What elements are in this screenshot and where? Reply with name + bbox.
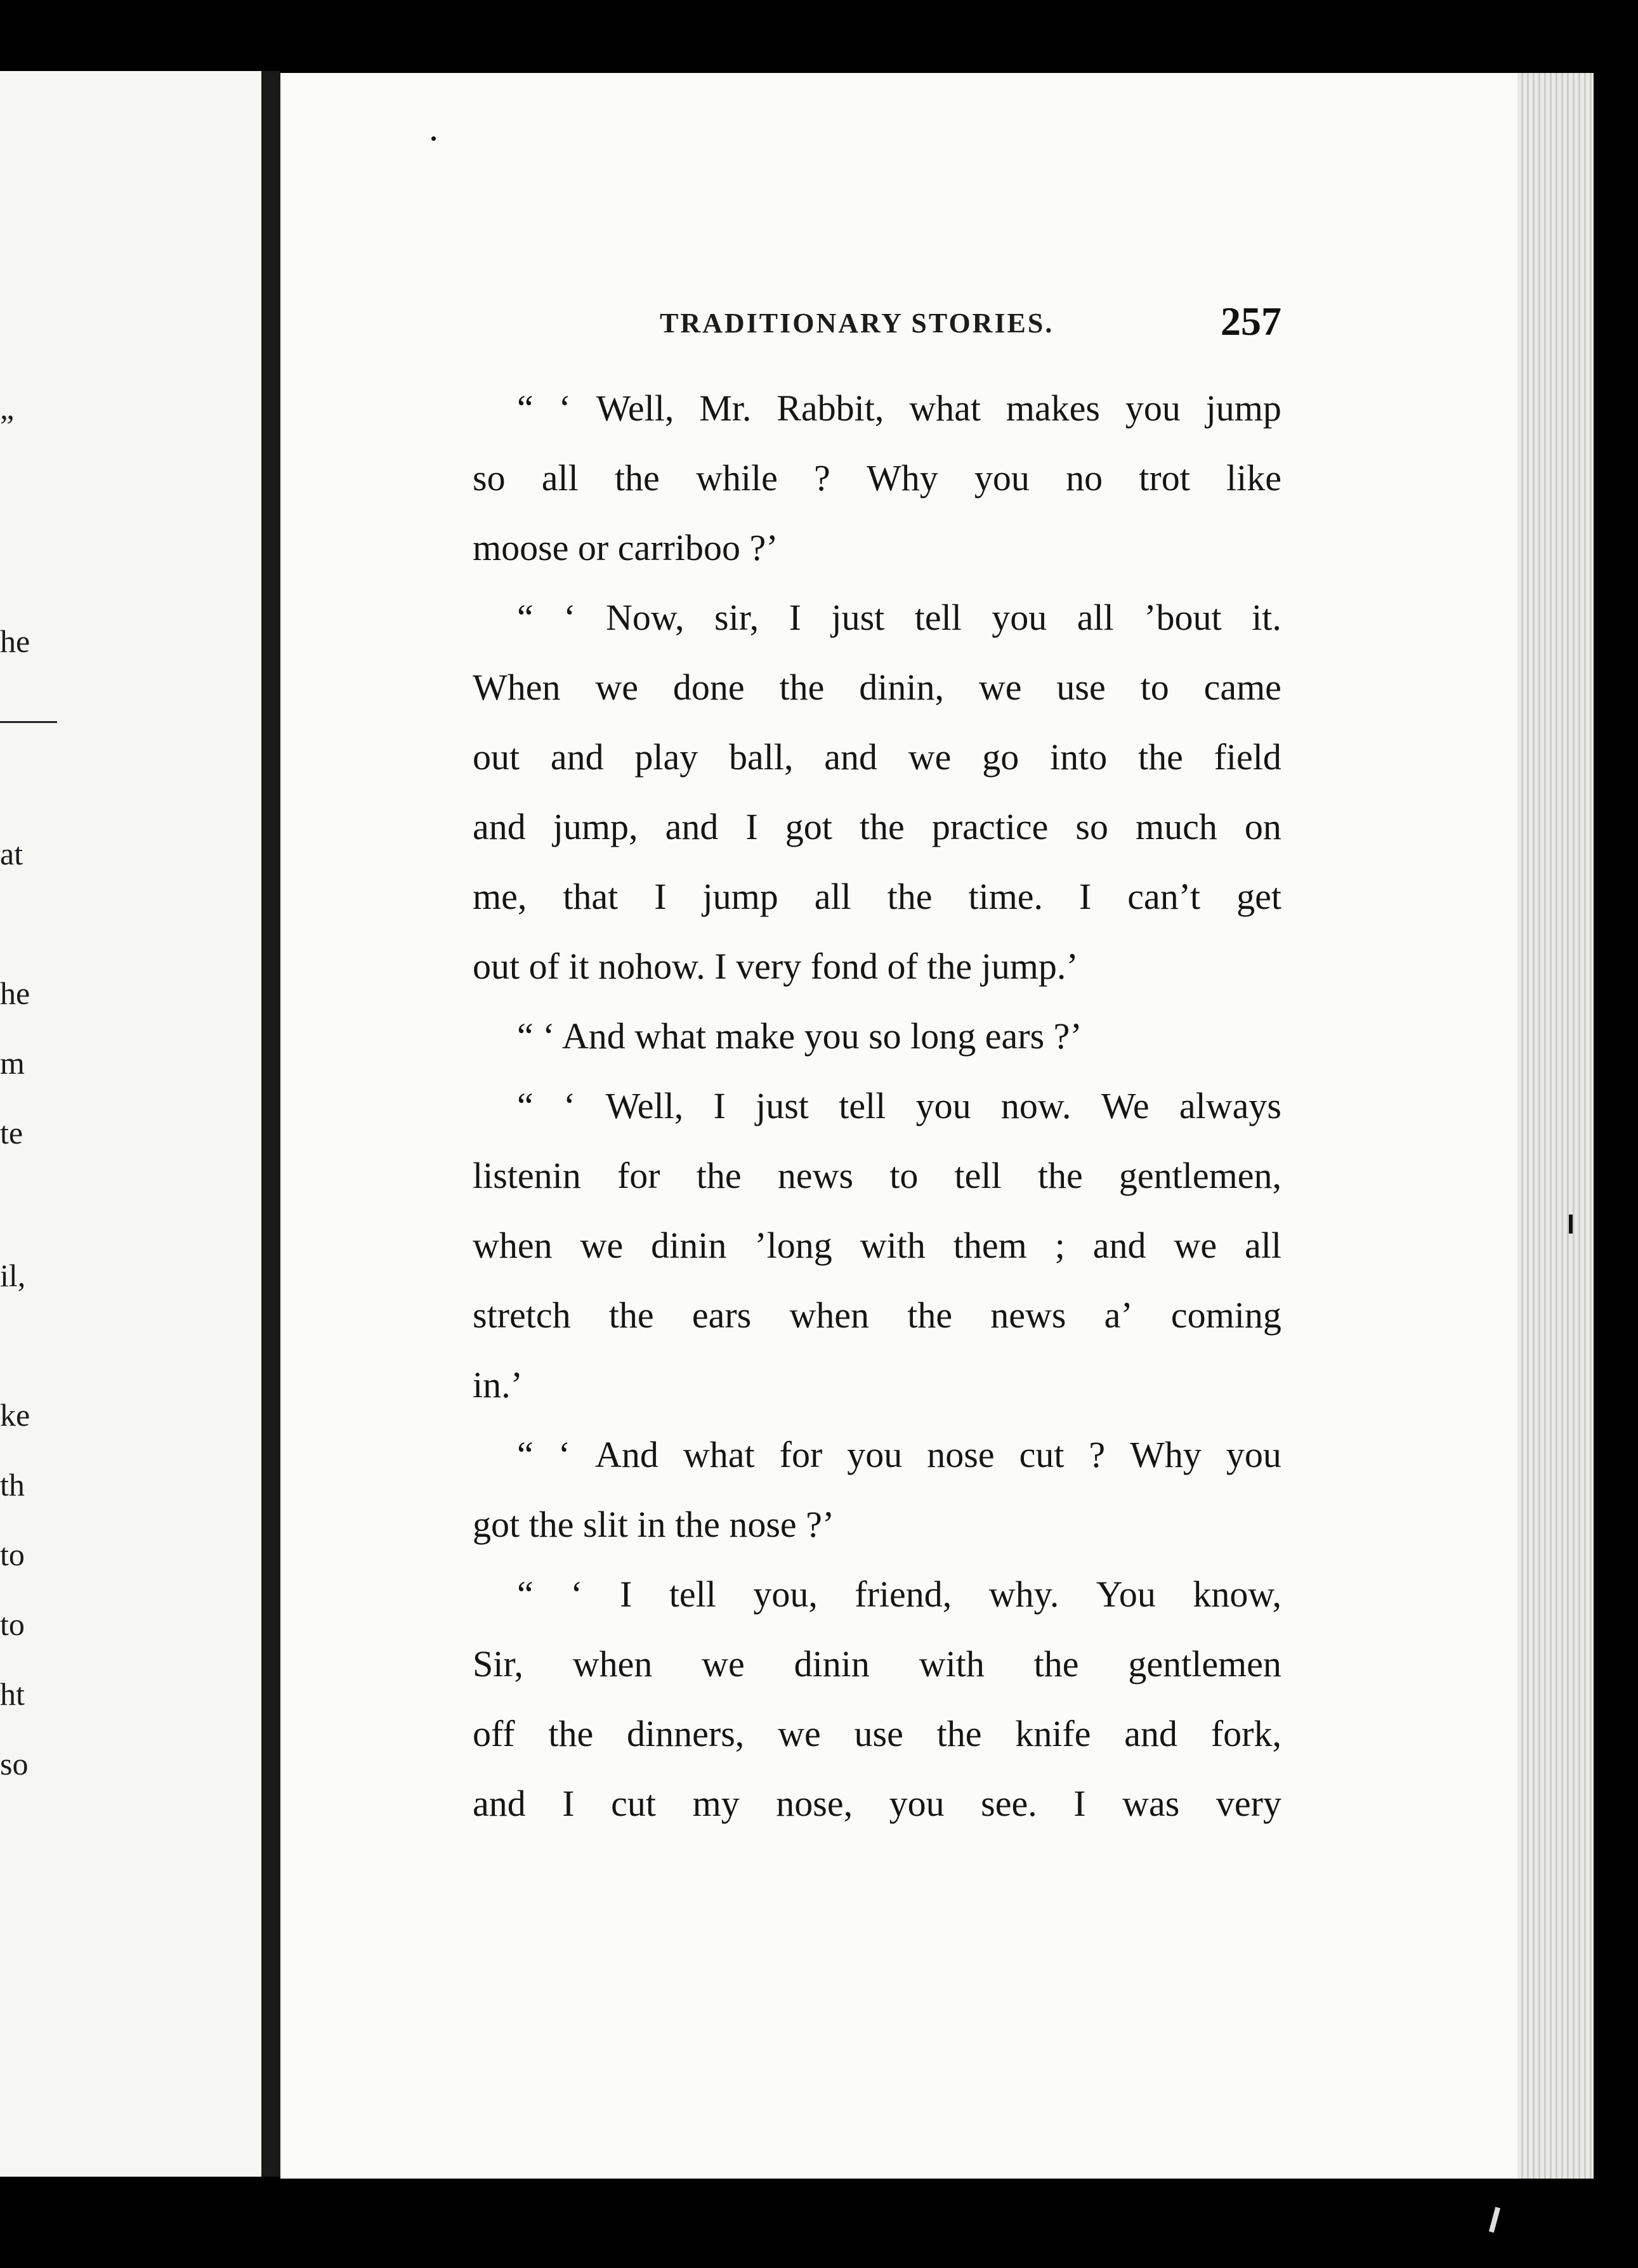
word: dinin bbox=[794, 1643, 870, 1685]
word: ‘ bbox=[558, 1434, 571, 1475]
word: Why bbox=[866, 457, 938, 499]
word: off bbox=[473, 1713, 515, 1754]
word: use bbox=[854, 1713, 903, 1754]
word: and bbox=[550, 736, 604, 778]
text-line bbox=[473, 1294, 1281, 1336]
word: friend, bbox=[855, 1574, 952, 1615]
word: you bbox=[847, 1434, 903, 1475]
word: When bbox=[473, 667, 561, 708]
word: my bbox=[692, 1783, 740, 1824]
word: when bbox=[572, 1643, 653, 1685]
word: knife bbox=[1015, 1713, 1091, 1754]
book-gutter bbox=[261, 71, 280, 2177]
word: we bbox=[778, 1713, 821, 1754]
word: so bbox=[473, 457, 506, 499]
word: gentlemen bbox=[1128, 1643, 1281, 1685]
text-line bbox=[473, 1573, 1281, 1615]
word: done bbox=[672, 667, 745, 708]
word: sir, bbox=[714, 597, 759, 638]
left-page-fragment: at bbox=[0, 836, 23, 871]
word: the bbox=[696, 1155, 742, 1196]
left-page-fragment: te bbox=[0, 1115, 23, 1150]
word: the bbox=[1137, 736, 1183, 778]
word: dinners, bbox=[627, 1713, 745, 1754]
text-line bbox=[473, 596, 1281, 639]
word: the bbox=[1037, 1155, 1083, 1196]
text-line bbox=[473, 1224, 1281, 1267]
word: nose, bbox=[776, 1783, 853, 1824]
word: ‘ bbox=[558, 388, 571, 429]
word: and bbox=[824, 736, 878, 778]
word: I bbox=[1073, 1783, 1086, 1824]
word: time. bbox=[968, 876, 1044, 917]
word: much bbox=[1136, 806, 1217, 847]
word: see. bbox=[981, 1783, 1037, 1824]
word: jump, bbox=[553, 806, 638, 847]
word: nose bbox=[927, 1434, 995, 1475]
page-number: 257 bbox=[1221, 299, 1281, 344]
word: what bbox=[909, 388, 981, 429]
word: play bbox=[634, 736, 698, 778]
word: all bbox=[814, 876, 851, 917]
word: trot bbox=[1139, 457, 1190, 499]
word: all bbox=[1245, 1225, 1281, 1266]
word: and bbox=[473, 806, 526, 847]
word: the bbox=[859, 806, 905, 847]
word: And bbox=[595, 1434, 658, 1475]
word: jump bbox=[702, 876, 778, 917]
word: I bbox=[619, 1574, 632, 1615]
word: a’ bbox=[1104, 1294, 1133, 1336]
word: no bbox=[1066, 457, 1103, 499]
word: that bbox=[563, 876, 619, 917]
left-page-fragment: ht bbox=[0, 1676, 25, 1712]
word: into bbox=[1049, 736, 1108, 778]
word: I bbox=[745, 806, 758, 847]
word: I bbox=[1079, 876, 1092, 917]
word: ‘ bbox=[563, 597, 576, 638]
word: what bbox=[683, 1434, 755, 1475]
word: was bbox=[1122, 1783, 1180, 1824]
word: when bbox=[789, 1294, 870, 1336]
page-edge-stack bbox=[1517, 73, 1594, 2179]
word: now. bbox=[1000, 1085, 1071, 1126]
word: cut bbox=[611, 1783, 657, 1824]
word: out bbox=[473, 736, 520, 778]
word: for bbox=[779, 1434, 823, 1475]
word: dinin, bbox=[859, 667, 944, 708]
word: Mr. bbox=[699, 388, 752, 429]
word: always bbox=[1179, 1085, 1281, 1126]
word: came bbox=[1203, 667, 1281, 708]
word: the bbox=[907, 1294, 953, 1336]
word: just bbox=[756, 1085, 809, 1126]
word: you bbox=[889, 1783, 945, 1824]
word: you, bbox=[753, 1574, 818, 1615]
word: “ bbox=[517, 1574, 534, 1615]
word: “ bbox=[517, 388, 534, 429]
word: the bbox=[887, 876, 933, 917]
text-line bbox=[473, 875, 1281, 918]
word: ’long bbox=[754, 1225, 832, 1266]
word: when bbox=[473, 1225, 553, 1266]
word: the bbox=[608, 1294, 654, 1336]
word: news bbox=[777, 1155, 854, 1196]
word: ‘ bbox=[570, 1574, 583, 1615]
word: field bbox=[1214, 736, 1281, 778]
word: ’bout bbox=[1144, 597, 1222, 638]
text-line: moose or carriboo ?’ bbox=[473, 527, 778, 568]
word: the bbox=[548, 1713, 594, 1754]
word: go bbox=[982, 736, 1019, 778]
word: Rabbit, bbox=[776, 388, 884, 429]
word: you bbox=[1125, 388, 1181, 429]
word: news bbox=[990, 1294, 1066, 1336]
word: we bbox=[978, 667, 1022, 708]
word: you bbox=[915, 1085, 971, 1126]
word: for bbox=[617, 1155, 660, 1196]
scan-speck bbox=[431, 136, 436, 141]
word: listenin bbox=[473, 1155, 581, 1196]
word: we bbox=[908, 736, 952, 778]
left-page-fragment: he bbox=[0, 975, 30, 1011]
word: we bbox=[702, 1643, 745, 1685]
left-page bbox=[0, 71, 261, 2177]
word: “ bbox=[517, 1434, 534, 1475]
scan-speck bbox=[1489, 2207, 1500, 2233]
word: I bbox=[654, 876, 667, 917]
left-page-fragment: m bbox=[0, 1045, 25, 1081]
word: it. bbox=[1252, 597, 1281, 638]
text-line bbox=[473, 457, 1281, 499]
word: tell bbox=[669, 1574, 716, 1615]
word: You bbox=[1096, 1574, 1156, 1615]
word: Why bbox=[1130, 1434, 1202, 1475]
left-page-fragment: ke bbox=[0, 1397, 30, 1433]
word: the bbox=[779, 667, 825, 708]
text-line bbox=[473, 1433, 1281, 1476]
word: and bbox=[1124, 1713, 1178, 1754]
left-page-rule bbox=[0, 721, 57, 723]
left-page-fragment: to bbox=[0, 1606, 25, 1642]
word: ? bbox=[1089, 1434, 1106, 1475]
word: ears bbox=[691, 1294, 752, 1336]
word: why. bbox=[988, 1574, 1059, 1615]
text-line bbox=[473, 1712, 1281, 1755]
text-line: “ ‘ And what make you so long ears ?’ bbox=[517, 1015, 1082, 1057]
text-line bbox=[473, 805, 1281, 848]
word: can’t bbox=[1127, 876, 1201, 917]
word: tell bbox=[954, 1155, 1002, 1196]
left-page-fragment: so bbox=[0, 1746, 29, 1782]
scan-speck bbox=[1569, 1215, 1573, 1234]
running-head bbox=[660, 298, 1281, 349]
word: very bbox=[1215, 1783, 1281, 1824]
running-head-title: TRADITIONARY STORIES. bbox=[660, 308, 1054, 339]
word: so bbox=[1075, 806, 1108, 847]
word: I bbox=[713, 1085, 726, 1126]
left-page-fragment: il, bbox=[0, 1258, 26, 1293]
word: Now, bbox=[606, 597, 685, 638]
word: all bbox=[541, 457, 579, 499]
word: and bbox=[473, 1783, 526, 1824]
word: you bbox=[992, 597, 1047, 638]
text-line bbox=[473, 1643, 1281, 1685]
word: Well, bbox=[596, 388, 674, 429]
word: got bbox=[785, 806, 832, 847]
text-line: got the slit in the nose ?’ bbox=[473, 1504, 835, 1545]
word: makes bbox=[1006, 388, 1100, 429]
text-line: in.’ bbox=[473, 1364, 523, 1405]
word: we bbox=[1174, 1225, 1217, 1266]
word: dinin bbox=[651, 1225, 727, 1266]
word: with bbox=[860, 1225, 926, 1266]
word: and bbox=[665, 806, 719, 847]
text-line bbox=[473, 666, 1281, 708]
word: I bbox=[789, 597, 801, 638]
word: while bbox=[695, 457, 778, 499]
word: Well, bbox=[605, 1085, 684, 1126]
word: tell bbox=[839, 1085, 886, 1126]
word: the bbox=[1033, 1643, 1079, 1685]
text-line: out of it nohow. I very fond of the jump.’ bbox=[473, 946, 1078, 987]
word: tell bbox=[914, 597, 962, 638]
word: coming bbox=[1170, 1294, 1281, 1336]
word: know, bbox=[1193, 1574, 1281, 1615]
word: ball, bbox=[729, 736, 794, 778]
word: cut bbox=[1019, 1434, 1065, 1475]
word: stretch bbox=[473, 1294, 571, 1336]
word: the bbox=[936, 1713, 982, 1754]
text-line bbox=[473, 1782, 1281, 1825]
word: we bbox=[580, 1225, 624, 1266]
word: the bbox=[614, 457, 660, 499]
word: we bbox=[595, 667, 639, 708]
word: like bbox=[1226, 457, 1281, 499]
word: them bbox=[953, 1225, 1027, 1266]
word: practice bbox=[931, 806, 1049, 847]
word: ; bbox=[1054, 1225, 1065, 1266]
word: get bbox=[1236, 876, 1281, 917]
word: jump bbox=[1205, 388, 1281, 429]
word: We bbox=[1101, 1085, 1150, 1126]
word: ? bbox=[814, 457, 830, 499]
word: ‘ bbox=[563, 1085, 576, 1126]
word: to bbox=[1140, 667, 1169, 708]
word: use bbox=[1056, 667, 1106, 708]
text-line bbox=[473, 1154, 1281, 1197]
word: just bbox=[831, 597, 885, 638]
word: on bbox=[1244, 806, 1281, 847]
word: I bbox=[562, 1783, 575, 1824]
word: with bbox=[919, 1643, 985, 1685]
word: “ bbox=[517, 597, 534, 638]
word: me, bbox=[473, 876, 527, 917]
word: gentlemen, bbox=[1118, 1155, 1281, 1196]
left-page-fragment: to bbox=[0, 1537, 25, 1572]
left-page-fragment: th bbox=[0, 1467, 25, 1502]
left-page-fragment: ” bbox=[0, 408, 15, 443]
word: “ bbox=[517, 1085, 534, 1126]
text-line bbox=[473, 1085, 1281, 1127]
text-line bbox=[473, 387, 1281, 429]
word: to bbox=[889, 1155, 919, 1196]
word: fork, bbox=[1210, 1713, 1281, 1754]
word: Sir, bbox=[473, 1643, 523, 1685]
left-page-fragment: he bbox=[0, 623, 30, 659]
word: you bbox=[1226, 1434, 1281, 1475]
word: you bbox=[974, 457, 1030, 499]
text-line bbox=[473, 736, 1281, 778]
word: and bbox=[1092, 1225, 1146, 1266]
word: all bbox=[1077, 597, 1114, 638]
